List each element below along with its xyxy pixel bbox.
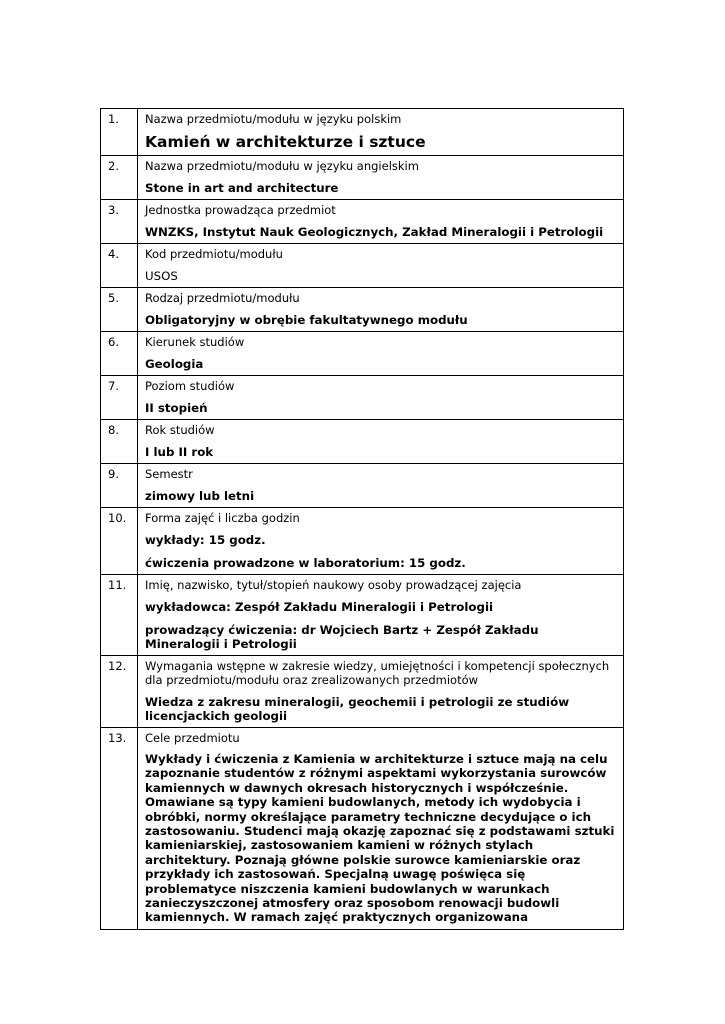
field-label: Poziom studiów — [145, 379, 235, 393]
course-code: USOS — [145, 269, 178, 283]
field-label: Forma zajęć i liczba godzin — [145, 511, 300, 525]
field-label: Nazwa przedmiotu/modułu w języku angielskim — [145, 159, 419, 173]
row-content — [138, 508, 624, 575]
table-row — [101, 420, 624, 464]
table-row — [101, 288, 624, 332]
row-number: 5. — [101, 288, 138, 332]
table-row — [101, 109, 624, 156]
course-type: Obligatoryjny w obrębie fakultatywnego modułu — [145, 313, 468, 327]
lab-hours: ćwiczenia prowadzone w laboratorium: 15 godz. — [145, 556, 466, 570]
row-number: 3. — [101, 200, 138, 244]
study-year: I lub II rok — [145, 445, 214, 459]
syllabus-table — [100, 108, 624, 930]
lab-instructor: prowadzący ćwiczenia: dr Wojciech Bartz + Zespół Zakładu Mineralogii i Petrologii — [145, 623, 539, 651]
row-number: 11. — [101, 575, 138, 656]
course-title-pl: Kamień w architekturze i sztuce — [145, 133, 426, 151]
table-row — [101, 244, 624, 288]
semester: zimowy lub letni — [145, 489, 255, 503]
field-label: Kod przedmiotu/modułu — [145, 247, 283, 261]
row-content — [138, 288, 624, 332]
row-content — [138, 376, 624, 420]
row-content — [138, 464, 624, 508]
row-number: 8. — [101, 420, 138, 464]
field-label: Rok studiów — [145, 423, 215, 437]
row-content — [138, 728, 624, 930]
field-label: Cele przedmiotu — [145, 731, 240, 745]
course-title-en: Stone in art and architecture — [145, 181, 339, 195]
teaching-unit: WNZKS, Instytut Nauk Geologicznych, Zakład Mineralogii i Petrologii — [145, 225, 604, 239]
table-row — [101, 376, 624, 420]
lecturer: wykładowca: Zespół Zakładu Mineralogii i Petrologii — [145, 600, 494, 614]
table-row — [101, 656, 624, 728]
row-number: 1. — [101, 109, 138, 156]
row-number: 13. — [101, 728, 138, 930]
table-row — [101, 464, 624, 508]
field-label: Nazwa przedmiotu/modułu w języku polskim — [145, 112, 402, 126]
field-label: Semestr — [145, 467, 193, 481]
table-row — [101, 508, 624, 575]
table-row — [101, 156, 624, 200]
field-label: Kierunek studiów — [145, 335, 245, 349]
table-row — [101, 200, 624, 244]
row-content — [138, 200, 624, 244]
row-number: 6. — [101, 332, 138, 376]
table-row — [101, 728, 624, 930]
row-number: 7. — [101, 376, 138, 420]
row-content — [138, 244, 624, 288]
row-content — [138, 656, 624, 728]
prerequisites: Wiedza z zakresu mineralogii, geochemii i petrologii ze studiów licencjackich geologii — [145, 695, 570, 723]
field-label: Rodzaj przedmiotu/modułu — [145, 291, 300, 305]
row-number: 12. — [101, 656, 138, 728]
syllabus-document — [100, 108, 624, 930]
table-row — [101, 332, 624, 376]
field-label: Imię, nazwisko, tytuł/stopień naukowy osoby prowadzącej zajęcia — [145, 578, 522, 592]
field-label: Jednostka prowadząca przedmiot — [145, 203, 336, 217]
row-number: 9. — [101, 464, 138, 508]
field-label: Wymagania wstępne w zakresie wiedzy, umiejętności i kompetencji społecznych dla przedmiotu/modułu oraz zrealizowanych przedmiotów — [145, 659, 610, 687]
lecture-hours: wykłady: 15 godz. — [145, 533, 266, 547]
field-of-study: Geologia — [145, 357, 204, 371]
study-level: II stopień — [145, 401, 208, 415]
table-row — [101, 575, 624, 656]
row-number: 4. — [101, 244, 138, 288]
row-number: 10. — [101, 508, 138, 575]
row-content — [138, 156, 624, 200]
row-number: 2. — [101, 156, 138, 200]
row-content — [138, 420, 624, 464]
course-objectives: Wykłady i ćwiczenia z Kamienia w architekturze i sztuce mają na celu zapoznanie studentów z różnymi aspektami wykorzystania surowców kamiennych w dawnych okresach historycznych i współcześnie. Omawiane są typy kamieni budowlanych, metody ich wydobycia i obróbki, normy określające parametry techniczne decydujące o ich zastosowaniu. Studenci mają okazję zapoznać się z podstawami sztuki kamieniarskiej, zastosowaniem kamieni w różnych stylach architektury. Poznają główne polskie surowce kamieniarskie oraz przykłady ich zastosowań. Specjalną uwagę poświęca się problematyce niszczenia kamieni budowlanych w warunkach zanieczyszczonej atmosfery oraz sposobom renowacji budowli kamiennych. W ramach zajęć praktycznych organizowana — [145, 752, 615, 925]
row-content — [138, 575, 624, 656]
row-content — [138, 109, 624, 156]
row-content — [138, 332, 624, 376]
